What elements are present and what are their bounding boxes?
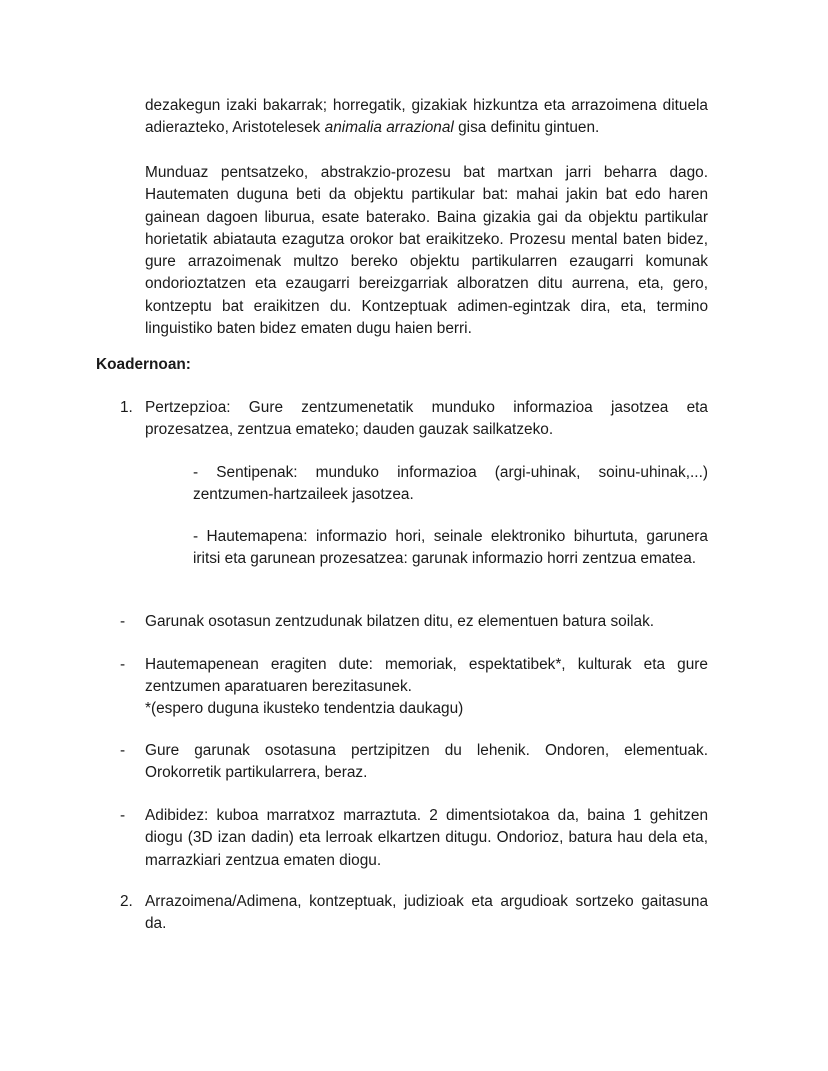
bullet-footnote: *(espero duguna ikusteko tendentzia daukagu) (145, 700, 464, 717)
bullet-item: Garunak osotasun zentzudunak bilatzen ditu, ez elementuen batura soilak. (145, 613, 655, 630)
bullet-item: Gure garunak osotasuna pertzipitzen du lehenik. Ondoren, elementuak. Orokorretik partikularrera, beraz. (145, 742, 708, 782)
list-number-1: 1. (120, 399, 133, 416)
bullet-dash: - (120, 807, 126, 824)
bullet-item: Hautemapenean eragiten dute: memoriak, espektatibek*, kulturak eta gure zentzumen aparatuaren berezitasunek. (145, 656, 708, 696)
sub-item-sentipenak: - Sentipenak: munduko informazioa (argi-uhinak, soinu-uhinak,...) zentzumen-hartzaileek jasotzea. (193, 464, 708, 504)
intro-p1-italic-term: animalia arrazional (324, 119, 454, 137)
sub-item-hautemapena: - Hautemapena: informazio hori, seinale elektroniko bihurtuta, garunera iritsi eta garunean prozesatzea: garunak informazio horri zentzua ematea. (193, 528, 708, 568)
section-heading: Koadernoan: (96, 356, 191, 373)
bullet-dash: - (120, 613, 126, 630)
list-item-1: Pertzepzioa: Gure zentzumenetatik munduko informazioa jasotzea eta prozesatzea, zentzua emateko; dauden gauzak sailkatzeko. (145, 399, 708, 439)
bullet-dash: - (120, 742, 126, 759)
intro-paragraph-2: Munduaz pentsatzeko, abstrakzio-prozesu bat martxan jarri beharra dago. Hautematen duguna beti da objektu partikular bat: mahai jakin bat edo haren gainean dagoen liburua, esate baterako. Baina gizakia gai da objektu partikular horietatik abiatauta ezagutza orokor bat eraikitzeko. Prozesu mental baten bidez, gure arrazoimenak multzo bereko objektu partikularren ezaugarri komunak ondorioztatzen eta ezaugarri bereizgarriak alboratzen ditu aurrena, eta, gero, kontzeptu bat eraikitzen du. Kontzeptuak adimen-egintzak dira, eta, termino linguistiko baten bidez ematen dugu haien berri. (145, 164, 708, 338)
intro-paragraph-1 (145, 95, 708, 140)
intro-p1-text-end: gisa definitu gintuen. (453, 119, 600, 137)
bullet-dash: - (120, 656, 126, 673)
list-item-2: Arrazoimena/Adimena, kontzeptuak, judizioak eta argudioak sortzeko gaitasuna da. (145, 893, 708, 933)
intro-p1-text: dezakegun izaki bakarrak; horregatik, gizakiak hizkuntza eta arrazoimena dituela adierazteko, Aristotelesek (145, 97, 708, 137)
list-number-2: 2. (120, 893, 133, 910)
bullet-item: Adibidez: kuboa marratxoz marraztuta. 2 dimentsiotakoa da, baina 1 gehitzen diogu (3D izan dadin) eta lerroak elkartzen ditugu. Ondorioz, batura hau dela eta, marrazkiari zentzua ematen diogu. (145, 807, 708, 869)
